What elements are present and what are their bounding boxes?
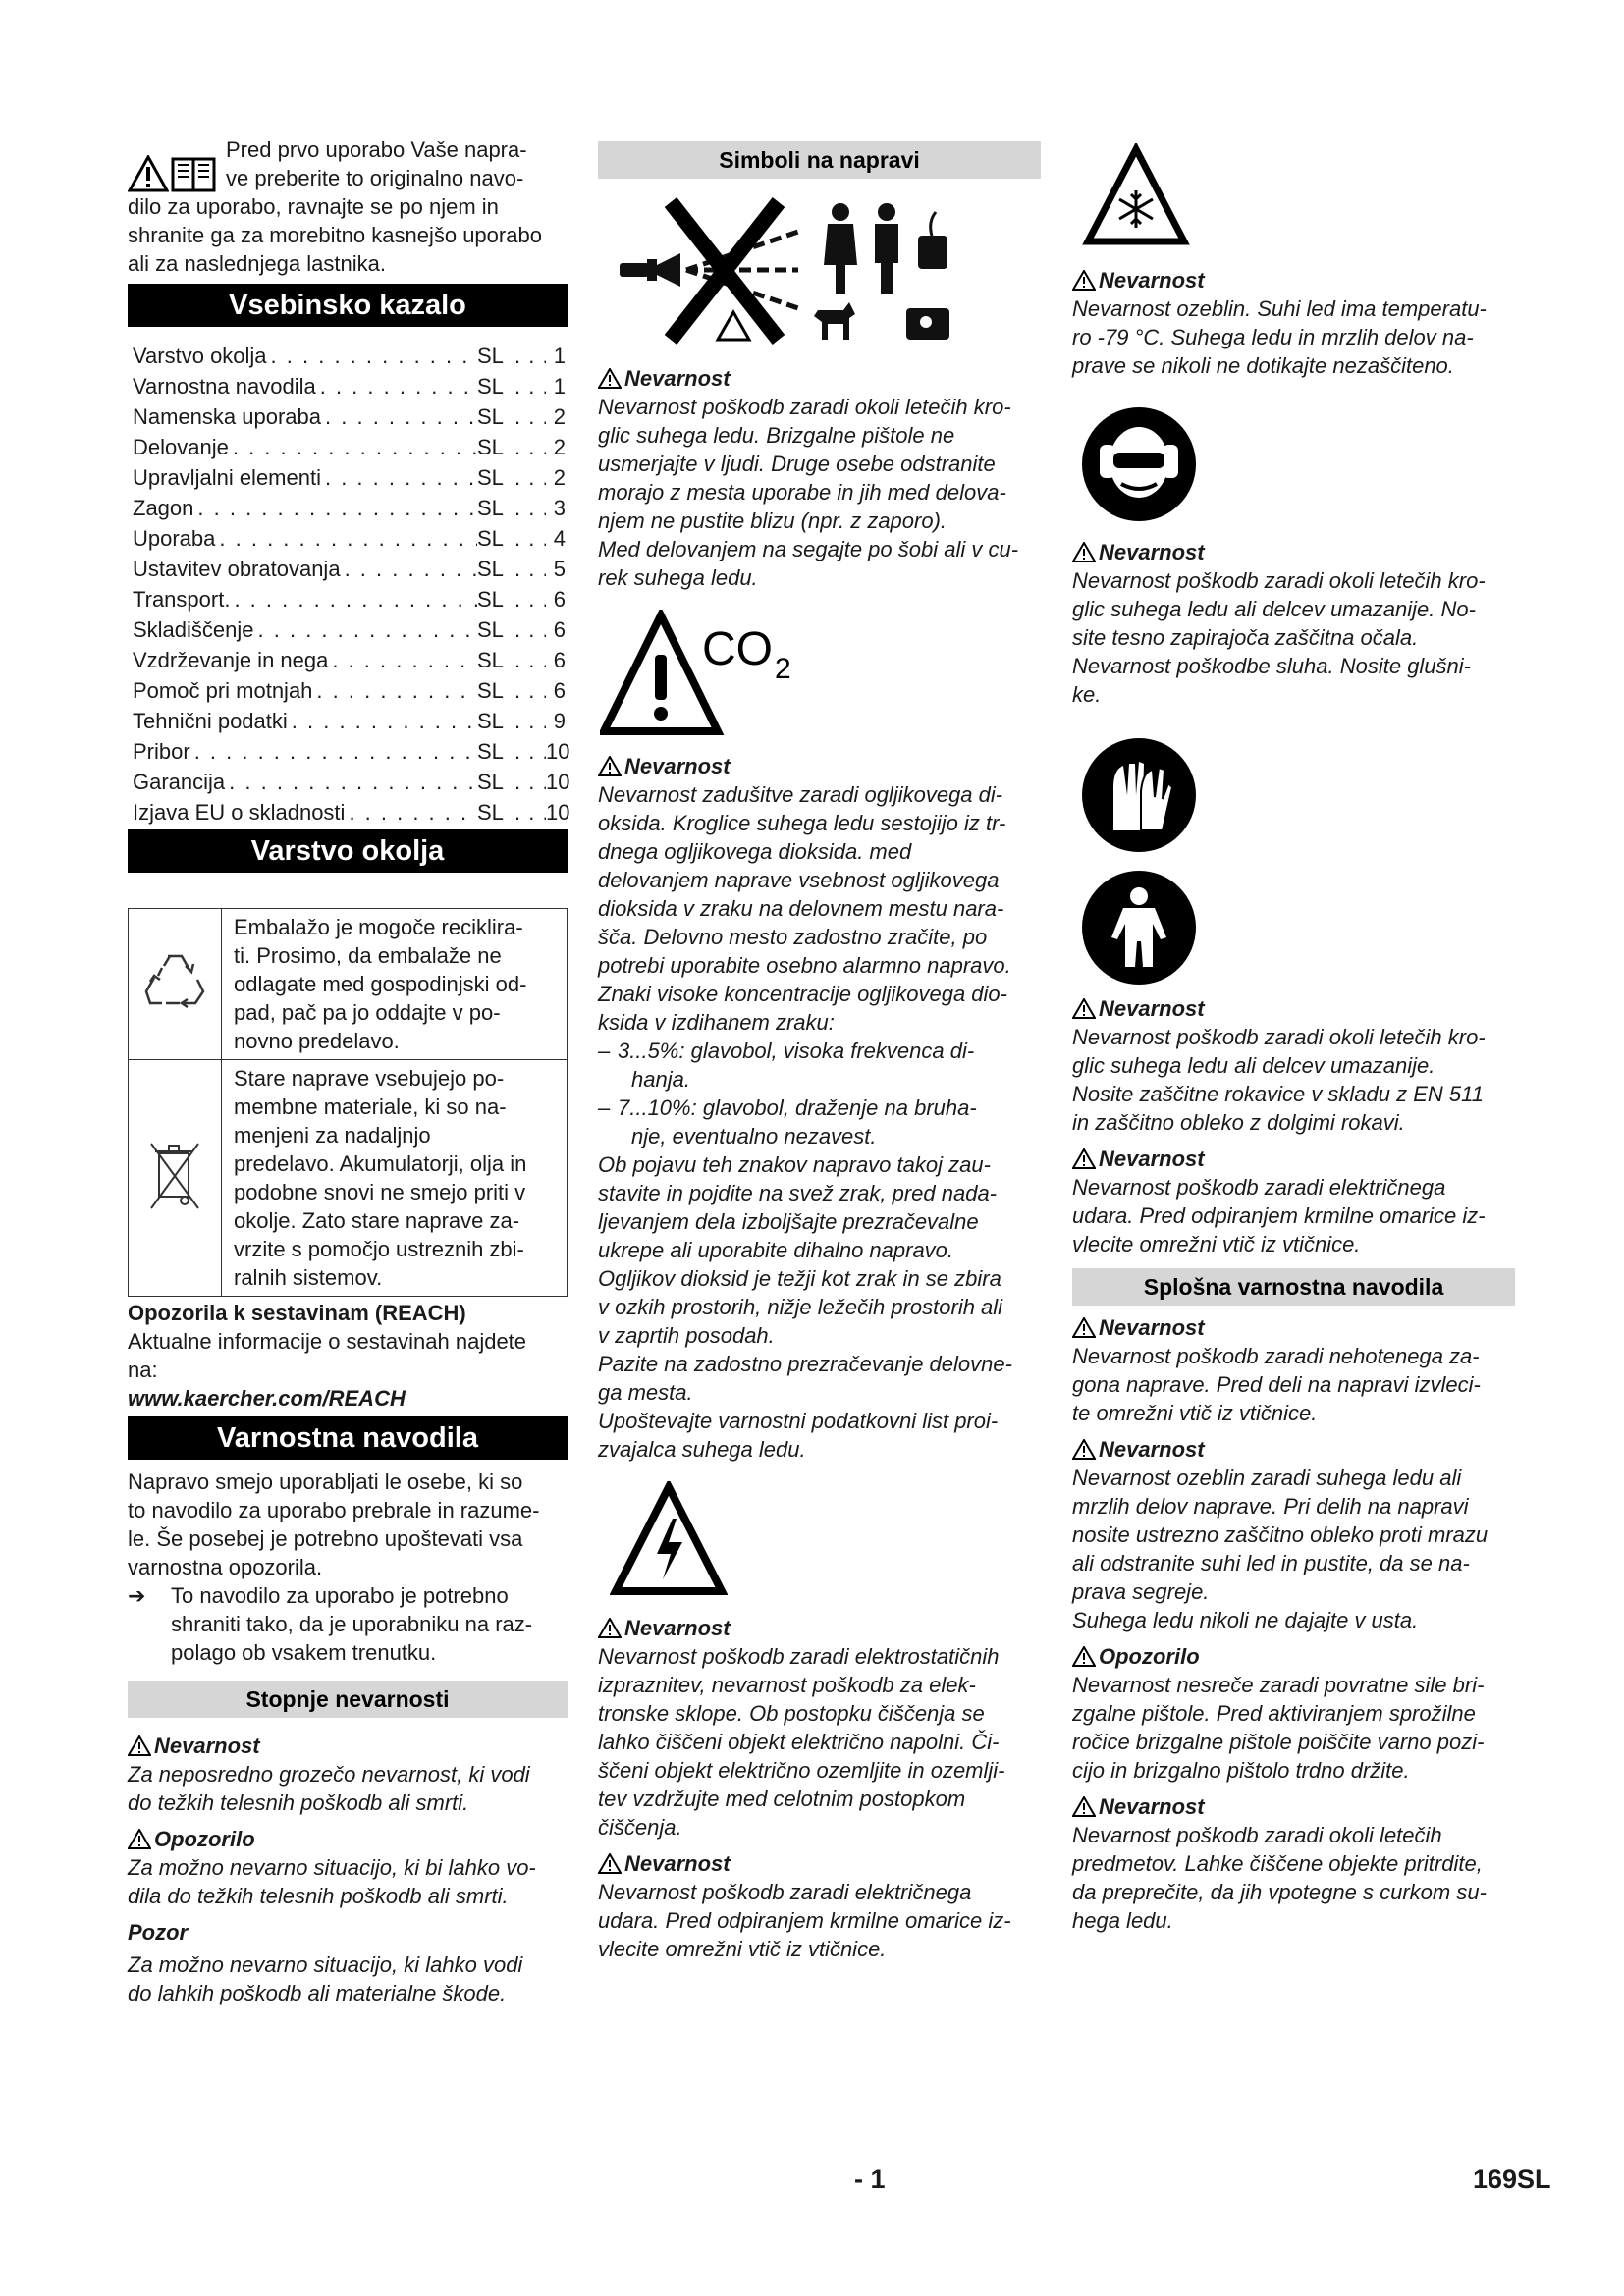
text-line: dnega ogljikovega dioksida. med [598, 839, 912, 864]
text-line: glic suhega ledu. Brizgalne pištole ne [598, 423, 955, 448]
text-line: usmerjajte v ljudi. Druge osebe odstranite [598, 452, 996, 476]
warning-triangle-icon [1072, 1646, 1096, 1667]
text-line: njem ne pustite blizu (npr. z zaporo). [598, 508, 947, 533]
safety-text: varnostna opozorila. [128, 1555, 323, 1579]
env-row-recycle [129, 909, 568, 1060]
toc-item-lang: SL [477, 404, 504, 429]
text-line: potrebi uporabite osebno alarmno napravo. [598, 953, 1011, 978]
toc-item-page: 4 [553, 526, 566, 551]
text-line: prava segreje. [1072, 1579, 1210, 1604]
safety-heading: Varnostna navodila [128, 1416, 568, 1460]
danger-label: Nevarnost [128, 1732, 568, 1760]
toc-item-page: 2 [553, 465, 566, 490]
env-text-line: ralnih sistemov. [234, 1265, 383, 1290]
col3-danger-text [1072, 566, 1515, 709]
danger-text: Za neposredno grozečo nevarnost, ki vodi [128, 1762, 530, 1787]
text-line: Nevarnost poškodb zaradi nehotenega za- [1072, 1344, 1480, 1368]
text-line: cijo in brizgalno pištolo trdno držite. [1072, 1758, 1410, 1783]
toc-item-lang: SL [477, 648, 504, 672]
env-text-line: odlagate med gospodinjski od- [234, 972, 527, 996]
text-line: morajo z mesta uporabe in jih med delova- [598, 480, 1006, 505]
text-line: stavite in pojdite na svež zrak, pred nada- [598, 1181, 998, 1205]
text-line: Med delovanjem na segajte po šobi ali v cu- [598, 537, 1019, 561]
text-line: ljevanjem dela izboljšajte prezračevalne [598, 1209, 979, 1234]
symbols-danger-text [598, 780, 1041, 1037]
general-danger-text [1072, 1464, 1515, 1634]
intro-line: Pred prvo uporabo Vaše napra- [226, 137, 527, 162]
toc-item-lang: SL [477, 557, 504, 581]
env-text-line: okolje. Zato stare naprave za- [234, 1208, 520, 1233]
warning-triangle-icon [598, 756, 622, 776]
toc-item-lang: SL [477, 374, 504, 399]
toc-item-page: 1 [553, 374, 566, 399]
env-text-line: menjeni za nadaljnjo [234, 1123, 431, 1148]
gloves-icon [1080, 736, 1198, 854]
text-line: Nevarnost zadušitve zaradi ogljikovega di- [598, 782, 1003, 807]
warning-triangle-icon [1072, 1439, 1096, 1460]
text-line: udara. Pred odpiranjem krmilne omarice iz- [598, 1908, 1011, 1933]
toc-item-lang: SL [477, 709, 504, 733]
toc-item[interactable] [128, 523, 568, 554]
col3-danger-label: Nevarnost [1072, 994, 1515, 1023]
text-line: ga mesta. [598, 1380, 693, 1405]
protective-suit-icon [1080, 869, 1198, 987]
text-line: zvajalca suhega ledu. [598, 1437, 806, 1462]
toc-item-page: 5 [553, 557, 566, 581]
safety-text: Napravo smejo uporabljati le osebe, ki so [128, 1469, 523, 1494]
text-line: nosite ustrezno zaščitno obleko proti mrazu [1072, 1522, 1489, 1547]
symbols-danger-label: Nevarnost [598, 364, 1041, 393]
toc-item-page: 9 [553, 709, 566, 733]
toc-item[interactable] [128, 706, 568, 736]
column-left [128, 135, 568, 2007]
co2-subscript: 2 [775, 653, 791, 685]
caution-text: Za možno nevarno situacijo, ki lahko vodi [128, 1952, 523, 1977]
text-line: ukrepe ali uporabite dihalno napravo. [598, 1238, 954, 1262]
toc-item-title: Uporaba [133, 526, 216, 551]
text-line: ročice brizgalne pištole poiščite varno pozi- [1072, 1730, 1485, 1754]
text-line: v ozkih prostorih, nižje ležečih prostorih ali [598, 1295, 1003, 1319]
toc-item-lang: SL [477, 678, 504, 703]
toc-item-page: 6 [553, 617, 566, 642]
toc-item-lang: SL [477, 800, 504, 825]
text-line: Nevarnost poškodb zaradi električnega [598, 1880, 972, 1904]
toc-item[interactable] [128, 736, 568, 767]
text-line: tronske sklope. Ob postopku čiščenja se [598, 1701, 985, 1726]
toc-item-page: 2 [553, 404, 566, 429]
col3-danger-label: Nevarnost [1072, 538, 1515, 566]
text-line: izpraznitev, nevarnost poškodb za elek- [598, 1673, 976, 1697]
text-line: te omrežni vtič iz vtičnice. [1072, 1401, 1318, 1425]
text-line: Nevarnost poškodb zaradi okoli letečih kro- [598, 395, 1011, 419]
env-text-line: podobne snovi ne smejo priti v [234, 1180, 526, 1204]
text-line: vlecite omrežni vtič iz vtičnice. [1072, 1232, 1361, 1256]
toc-item-title: Delovanje [133, 435, 229, 459]
intro-line: shranite ga za morebitno kasnejšo uporabo [128, 223, 542, 247]
warning-triangle-icon [598, 1853, 622, 1874]
text-line: gona naprave. Pred deli na napravi izvleci- [1072, 1372, 1481, 1397]
symbols-danger-label: Nevarnost [598, 1849, 1041, 1878]
warning-triangle-icon [1072, 1317, 1096, 1338]
env-heading: Varstvo okolja [128, 829, 568, 873]
toc-item[interactable] [128, 675, 568, 706]
intro-line: dilo za uporabo, ravnajte se po njem in [128, 194, 499, 219]
toc-item-page: 10 [546, 739, 570, 764]
warning-triangle-icon [1072, 542, 1096, 562]
text-line: v zaprtih posodah. [598, 1323, 775, 1348]
symbols-danger-text [598, 1642, 1041, 1842]
bullet-line: polago ob vsakem trenutku. [171, 1640, 437, 1665]
no-spray-at-people-pictogram [612, 192, 965, 349]
text-line: Nevarnost poškodb zaradi okoli letečih kro- [1072, 1025, 1486, 1049]
col3-danger-text [1072, 294, 1515, 380]
toc-item-lang: SL [477, 344, 504, 368]
env-table [128, 908, 568, 1297]
general-warning-label: Opozorilo [1072, 1642, 1515, 1671]
warning-text: dila do težkih telesnih poškodb ali smrti. [128, 1884, 509, 1908]
text-line: rek suhega ledu. [598, 565, 758, 590]
toc-item-lang: SL [477, 617, 504, 642]
text-line: ke. [1072, 682, 1102, 707]
toc-item-lang: SL [477, 587, 504, 612]
toc-item-lang: SL [477, 496, 504, 520]
general-danger-text [1072, 1342, 1515, 1427]
toc-item-lang: SL [477, 465, 504, 490]
text-line: Nosite zaščitne rokavice v skladu z EN 511 [1072, 1082, 1484, 1106]
text-line: čiščenja. [598, 1815, 682, 1840]
text-line: Nevarnost ozeblin zaradi suhega ledu ali [1072, 1466, 1462, 1490]
reach-link[interactable]: www.kaercher.com/REACH [128, 1386, 406, 1411]
toc-item-title: Vzdrževanje in nega [133, 648, 329, 672]
toc-item-page: 3 [553, 496, 566, 520]
text-line: predmetov. Lahke čiščene objekte pritrdite, [1072, 1851, 1483, 1876]
intro-line: ali za naslednjega lastnika. [128, 251, 386, 276]
text-line: mrzlih delov naprave. Pri delih na napravi [1072, 1494, 1469, 1519]
toc-item-title: Pribor [133, 739, 190, 764]
toc-item[interactable] [128, 371, 568, 401]
text-line: Nevarnost poškodb zaradi električnega [1072, 1175, 1446, 1200]
text-line: Nevarnost nesreče zaradi povratne sile bri- [1072, 1673, 1485, 1697]
toc-item-page: 10 [546, 770, 570, 794]
dash-item: – 7...10%: glavobol, draženje na bruha- nje, eventualno nezavest. [598, 1095, 977, 1148]
symbols-danger-text [598, 393, 1041, 592]
caution-label: Pozor [128, 1920, 189, 1945]
warning-triangle-icon [128, 155, 169, 192]
column-middle [598, 135, 1041, 1963]
text-line: da preprečite, da jih vpotegne s curkom su- [1072, 1880, 1487, 1904]
general-danger-label: Nevarnost [1072, 1435, 1515, 1464]
reach-title: Opozorila k sestavinam (REACH) [128, 1301, 466, 1325]
toc-item-title: Pomoč pri motnjah [133, 678, 313, 703]
general-safety-heading: Splošna varnostna navodila [1072, 1268, 1515, 1306]
col3-danger-label: Nevarnost [1072, 266, 1515, 294]
env-text-line: membne materiale, ki so na- [234, 1095, 507, 1119]
text-line: hega ledu. [1072, 1908, 1173, 1933]
text-line: Ogljikov dioksid je težji kot zrak in se zbira [598, 1266, 1001, 1291]
env-text-line: Stare naprave vsebujejo po- [234, 1066, 505, 1091]
symbols-danger-text [598, 1878, 1041, 1963]
env-text-line: novno predelavo. [234, 1029, 400, 1053]
toc-item-page: 6 [553, 678, 566, 703]
toc-item[interactable] [128, 401, 568, 432]
env-text-line: ti. Prosimo, da embalaže ne [234, 943, 502, 968]
text-line: zgalne pištole. Pred aktiviranjem sprožilne [1072, 1701, 1476, 1726]
warning-triangle-icon [1072, 270, 1096, 291]
symbols-heading: Simboli na napravi [598, 141, 1041, 179]
toc-item-title: Zagon [133, 496, 194, 520]
col3-danger-text [1072, 1173, 1515, 1258]
warning-triangle-icon [128, 1829, 151, 1849]
text-line: glic suhega ledu ali delcev umazanije. [1072, 1053, 1435, 1078]
toc-item[interactable] [128, 614, 568, 645]
col3-danger-text [1072, 1023, 1515, 1137]
column-right [1072, 135, 1515, 1935]
toc-item-title: Tehnični podatki [133, 709, 288, 733]
goggles-ear-protection-icon [1080, 405, 1198, 523]
warning-text: Za možno nevarno situacijo, ki bi lahko vo- [128, 1855, 536, 1880]
toc-item-title: Skladiščenje [133, 617, 254, 642]
text-line: Upoštevajte varnostni podatkovni list proi- [598, 1409, 999, 1433]
general-danger-label: Nevarnost [1072, 1792, 1515, 1821]
toc-item-page: 2 [553, 435, 566, 459]
levels-heading: Stopnje nevarnosti [128, 1681, 568, 1718]
text-line: prave se nikoli ne dotikajte nezaščiteno. [1072, 353, 1454, 378]
text-line: Ob pojavu teh znakov napravo takoj zau- [598, 1152, 991, 1177]
text-line: udara. Pred odpiranjem krmilne omarice iz- [1072, 1203, 1486, 1228]
text-line: Nevarnost poškodbe sluha. Nosite glušni- [1072, 654, 1472, 678]
text-line: glic suhega ledu ali delcev umazanije. No- [1072, 597, 1476, 621]
text-line: Nevarnost poškodb zaradi elektrostatičnih [598, 1644, 1000, 1669]
safety-text: le. Še posebej je potrebno upoštevati vsa [128, 1526, 523, 1551]
toc-item[interactable] [128, 432, 568, 462]
bullet-line: To navodilo za uporabo je potrebno [171, 1583, 509, 1608]
text-line: in zaščitno obleko z dolgimi rokavi. [1072, 1110, 1405, 1135]
general-danger-label: Nevarnost [1072, 1313, 1515, 1342]
co2-label: CO [702, 623, 773, 675]
electric-shock-warning-icon [610, 1481, 728, 1599]
toc-item[interactable] [128, 767, 568, 797]
toc-item-page: 6 [553, 587, 566, 612]
warning-triangle-icon [598, 1618, 622, 1638]
danger-text: do težkih telesnih poškodb ali smrti. [128, 1790, 469, 1815]
toc-item-title: Izjava EU o skladnosti [133, 800, 346, 825]
toc-item-title: Transport. [133, 587, 231, 612]
toc-item-lang: SL [477, 739, 504, 764]
toc-item-page: 6 [553, 648, 566, 672]
page-code: 169SL [1473, 2164, 1551, 2194]
warning-triangle-icon [1072, 1796, 1096, 1817]
text-line: ksida v izdihanem zraku: [598, 1010, 835, 1035]
env-text-line: predelavo. Akumulatorji, olja in [234, 1151, 527, 1176]
frost-warning-icon [1082, 143, 1190, 251]
general-danger-text [1072, 1821, 1515, 1935]
crossed-bin-icon [145, 1136, 204, 1214]
symbols-danger-text [598, 1150, 1041, 1464]
warning-triangle-icon [1072, 1148, 1096, 1169]
text-line: Pazite na zadostno prezračevanje delovne- [598, 1352, 1012, 1376]
intro-block [128, 135, 568, 192]
reach-text: Aktualne informacije o sestavinah najdete [128, 1329, 527, 1354]
toc-item[interactable] [128, 797, 568, 828]
text-line: delovanjem naprave vsebnost ogljikovega [598, 868, 1000, 892]
toc-item-title: Garancija [133, 770, 226, 794]
toc-heading: Vsebinsko kazalo [128, 284, 568, 327]
toc-item-lang: SL [477, 435, 504, 459]
toc-item[interactable] [128, 493, 568, 523]
env-text-line: pad, pač pa jo oddajte v po- [234, 1000, 501, 1025]
reach-text: na: [128, 1358, 158, 1382]
toc-item[interactable] [128, 554, 568, 584]
warning-label: Opozorilo [128, 1825, 568, 1853]
text-line: vlecite omrežni vtič iz vtičnice. [598, 1937, 887, 1961]
text-line: dioksida v zraku na delovnem mestu nara- [598, 896, 1004, 921]
toc-item-title: Namenska uporaba [133, 404, 322, 429]
safety-text: to navodilo za uporabo prebrale in razume- [128, 1498, 540, 1522]
dash-item: – 3...5%: glavobol, visoka frekvenca di- hanja. [598, 1039, 975, 1092]
text-line: Znaki visoke koncentracije ogljikovega dio- [598, 982, 1007, 1006]
col3-danger-label: Nevarnost [1072, 1145, 1515, 1173]
toc-item[interactable] [128, 462, 568, 493]
toc-item-title: Varstvo okolja [133, 344, 267, 368]
toc-list [128, 341, 568, 828]
toc-item-page: 1 [553, 344, 566, 368]
general-warning-text [1072, 1671, 1515, 1785]
env-text-line: vrzite s pomočjo ustreznih zbi- [234, 1237, 524, 1261]
intro-icons [128, 135, 216, 192]
text-line: Nevarnost poškodb zaradi okoli letečih [1072, 1823, 1442, 1847]
toc-item-title: Upravljalni elementi [133, 465, 321, 490]
text-line: ali odstranite suhi led in pustite, da se na- [1072, 1551, 1470, 1575]
text-line: ro -79 °C. Suhega ledu in mrzlih delov na- [1072, 325, 1474, 349]
recycle-icon [140, 946, 209, 1015]
co2-warning-icon [600, 610, 816, 737]
text-line: tev vzdržujte med celotnim postopkom [598, 1787, 966, 1811]
text-line: Nevarnost poškodb zaradi okoli letečih kro- [1072, 568, 1486, 593]
symbols-danger-label: Nevarnost [598, 752, 1041, 780]
caution-text: do lahkih poškodb ali materialne škode. [128, 1981, 507, 2005]
symbols-danger-label: Nevarnost [598, 1614, 1041, 1642]
text-line: lahko čiščeni objekt električno napolni. Či- [598, 1730, 1000, 1754]
warning-triangle-icon [598, 368, 622, 389]
text-line: šča. Delovno mesto zadostno zračite, po [598, 925, 988, 949]
text-line: oksida. Kroglice suhega ledu sestojijo iz tr- [598, 811, 1006, 835]
toc-item-lang: SL [477, 526, 504, 551]
toc-item[interactable] [128, 341, 568, 371]
env-text-line: Embalažo je mogoče reciklira- [234, 915, 523, 939]
text-line: Suhega ledu nikoli ne dajajte v usta. [1072, 1608, 1419, 1632]
text-line: ščeni objekt električno ozemljite in ozemlji- [598, 1758, 1005, 1783]
toc-item-title: Ustavitev obratovanja [133, 557, 341, 581]
text-line: Nevarnost ozeblin. Suhi led ima temperatu- [1072, 296, 1487, 321]
warning-triangle-icon [1072, 998, 1096, 1019]
book-manual-icon [171, 155, 216, 192]
page-number: - 1 [854, 2164, 886, 2194]
toc-item[interactable] [128, 645, 568, 675]
toc-item[interactable] [128, 584, 568, 614]
text-line: site tesno zapirajoča zaščitna očala. [1072, 625, 1419, 650]
env-row-weee [129, 1060, 568, 1297]
toc-item-page: 10 [546, 800, 570, 825]
safety-bullet [128, 1581, 568, 1667]
intro-line: ve preberite to originalno navo- [226, 166, 524, 190]
toc-item-title: Varnostna navodila [133, 374, 316, 399]
bullet-line: shraniti tako, da je uporabniku na raz- [171, 1612, 533, 1636]
toc-item-lang: SL [477, 770, 504, 794]
warning-triangle-icon [128, 1735, 151, 1756]
arrow-icon: ➔ [128, 1583, 146, 1608]
